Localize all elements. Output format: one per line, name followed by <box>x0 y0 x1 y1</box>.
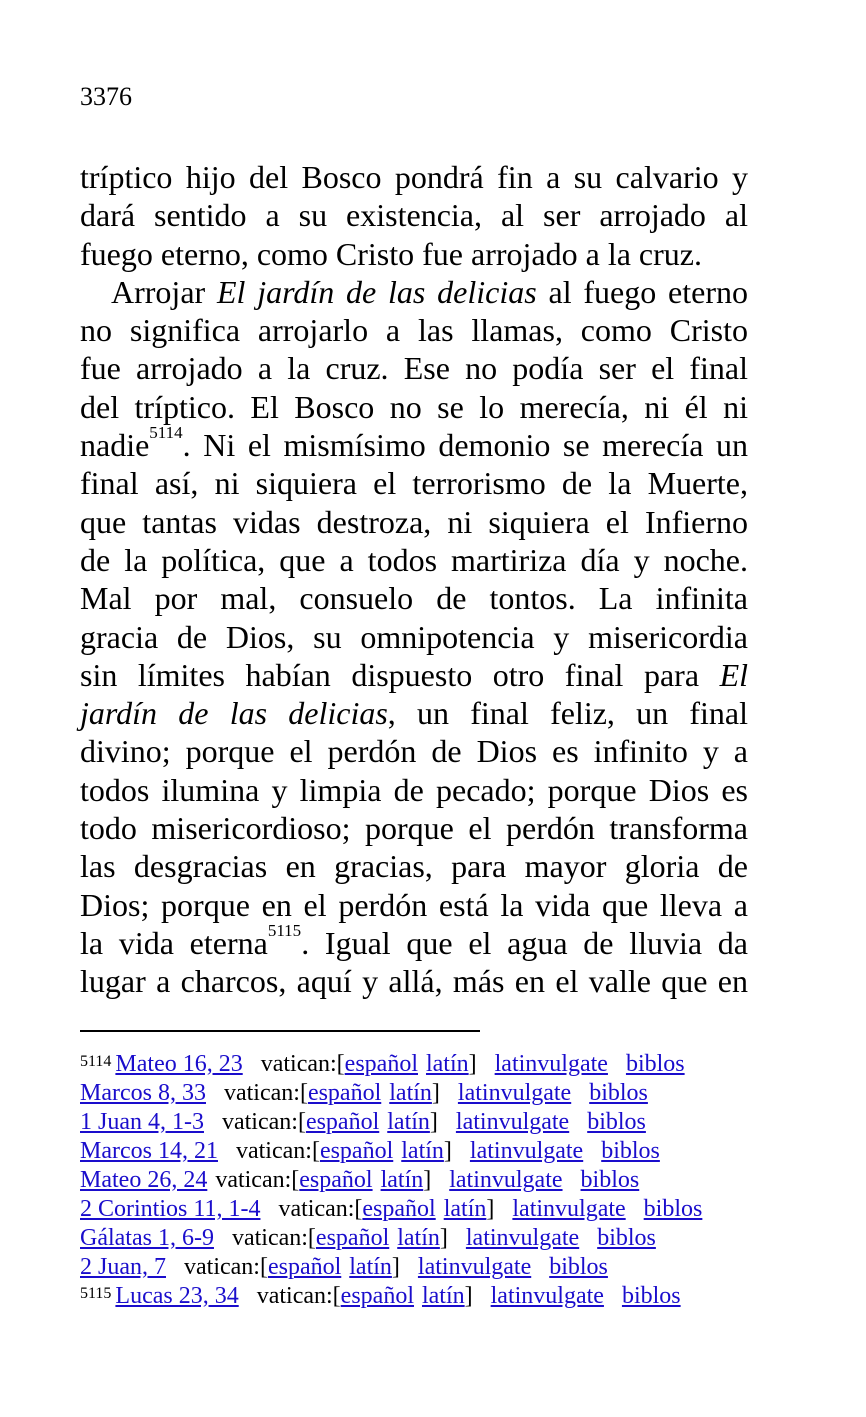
text-line: Dios; porque en el perdón está la vida que lleva a <box>80 886 748 923</box>
text-span: nadie <box>80 427 150 464</box>
page-number: 3376 <box>80 82 132 111</box>
verse-link[interactable]: 2 Corintios 11, 1-4 <box>80 1196 261 1222</box>
footnote-line <box>80 1166 780 1195</box>
latinvulgate-link[interactable]: latinvulgate <box>457 1080 572 1106</box>
text-span: , un final feliz, un final <box>387 695 748 732</box>
close-bracket: ] <box>464 1283 473 1309</box>
close-bracket: ] <box>443 1138 452 1164</box>
latinvulgate-link[interactable]: latinvulgate <box>455 1109 570 1135</box>
footnote-ref[interactable]: 5115 <box>267 920 302 940</box>
vatican-label: vatican:[ <box>231 1225 316 1251</box>
espanol-link[interactable]: español <box>307 1080 382 1106</box>
footnote-line <box>80 1108 780 1137</box>
text-line: las desgracias en gracias, para mayor gloria de <box>80 848 748 885</box>
text-line <box>80 656 748 694</box>
biblos-link[interactable]: biblos <box>587 1109 646 1135</box>
verse-link[interactable]: Gálatas 1, 6-9 <box>80 1225 214 1251</box>
text-span: sin límites habían dispuesto otro final para <box>80 656 720 693</box>
text-line: lugar a charcos, aquí y allá, más en el valle que en <box>80 963 748 1000</box>
latin-link[interactable]: latín <box>397 1225 440 1251</box>
footnote-line <box>80 1137 780 1166</box>
latin-link[interactable]: latín <box>421 1283 465 1309</box>
text-line <box>80 273 748 311</box>
latin-link[interactable]: latín <box>401 1138 444 1164</box>
latinvulgate-link[interactable]: latinvulgate <box>490 1283 604 1309</box>
text-line: del tríptico. El Bosco no se lo merecía, ni él ni <box>80 388 748 425</box>
italic-title: jardín de las delicias <box>80 695 388 732</box>
latinvulgate-link[interactable]: latinvulgate <box>469 1138 584 1164</box>
text-span: la vida eterna <box>80 924 268 961</box>
text-line: gracia de Dios, su omnipotencia y misericordia <box>80 618 748 655</box>
verse-link[interactable]: Mateo 16, 23 <box>115 1051 243 1077</box>
vatican-label: vatican:[ <box>260 1051 345 1077</box>
vatican-label: vatican:[ <box>184 1254 268 1280</box>
close-bracket: ] <box>486 1196 495 1222</box>
text-line: fuego eterno, como Cristo fue arrojado a la cruz. <box>80 235 702 272</box>
espanol-link[interactable]: español <box>305 1109 380 1135</box>
text-span: . Igual que el agua de lluvia da <box>301 924 749 961</box>
espanol-link[interactable]: español <box>362 1196 436 1222</box>
text-line <box>80 920 749 962</box>
footnote-line <box>80 1282 780 1311</box>
latinvulgate-link[interactable]: latinvulgate <box>512 1196 626 1222</box>
biblos-link[interactable]: biblos <box>589 1080 648 1106</box>
close-bracket: ] <box>391 1254 400 1280</box>
text-line: todos ilumina y limpia de pecado; porque Dios es <box>80 771 748 808</box>
text-line: tríptico hijo del Bosco pondrá fin a su calvario y <box>80 159 748 195</box>
vatican-label: vatican:[ <box>256 1283 341 1309</box>
close-bracket: ] <box>429 1109 438 1135</box>
espanol-link[interactable]: español <box>340 1283 414 1309</box>
latin-link[interactable]: latín <box>380 1167 424 1193</box>
text-line: que tantas vidas destroza, ni siquiera el Infierno <box>80 503 748 540</box>
text-line: dará sentido a su existencia, al ser arrojado al <box>80 197 748 234</box>
biblos-link[interactable]: biblos <box>643 1196 703 1222</box>
text-line <box>80 423 748 464</box>
italic-title: El jardín de las delicias <box>216 273 537 310</box>
latinvulgate-link[interactable]: latinvulgate <box>465 1225 580 1251</box>
espanol-link[interactable]: español <box>344 1051 418 1077</box>
biblos-link[interactable]: biblos <box>549 1254 608 1280</box>
close-bracket: ] <box>439 1225 448 1251</box>
vatican-label: vatican:[ <box>278 1196 363 1222</box>
text-line <box>80 694 748 732</box>
footnote-line <box>80 1224 780 1253</box>
espanol-link[interactable]: español <box>315 1225 390 1251</box>
text-line: Mal por mal, consuelo de tontos. La infinita <box>80 580 748 617</box>
footnote-line <box>80 1050 780 1079</box>
latin-link[interactable]: latín <box>443 1196 487 1222</box>
biblos-link[interactable]: biblos <box>601 1138 660 1164</box>
close-bracket: ] <box>468 1051 477 1077</box>
biblos-link[interactable]: biblos <box>597 1225 656 1251</box>
footnotes <box>80 1050 780 1311</box>
footnote-number: 5114 <box>80 1053 112 1070</box>
text-span: Arrojar <box>111 273 217 310</box>
footnote-line <box>80 1079 780 1108</box>
latinvulgate-link[interactable]: latinvulgate <box>449 1167 563 1193</box>
verse-link[interactable]: Mateo 26, 24 <box>80 1167 208 1193</box>
verse-link[interactable]: 1 Juan 4, 1-3 <box>80 1109 204 1135</box>
vatican-label: vatican:[ <box>215 1167 300 1193</box>
verse-link[interactable]: Marcos 8, 33 <box>80 1080 206 1106</box>
italic-title: El <box>719 656 748 693</box>
latinvulgate-link[interactable]: latinvulgate <box>417 1254 532 1280</box>
text-line: final así, ni siquiera el terrorismo de la Muerte, <box>80 465 748 502</box>
vatican-label: vatican:[ <box>223 1080 308 1106</box>
latin-link[interactable]: latín <box>389 1080 432 1106</box>
text-line: de la política, que a todos martiriza día y noche. <box>80 541 748 578</box>
text-span: . Ni el mismísimo demonio se merecía un <box>182 427 748 464</box>
latin-link[interactable]: latín <box>349 1254 392 1280</box>
biblos-link[interactable]: biblos <box>625 1051 685 1077</box>
text-line: no significa arrojarlo a las llamas, como Cristo <box>80 312 748 349</box>
footnote-line <box>80 1253 780 1282</box>
verse-link[interactable]: 2 Juan, 7 <box>80 1254 166 1280</box>
latinvulgate-link[interactable]: latinvulgate <box>494 1051 608 1077</box>
footnote-separator <box>80 1030 480 1032</box>
footnote-line <box>80 1195 780 1224</box>
latin-link[interactable]: latín <box>387 1109 430 1135</box>
body-text <box>80 158 748 1001</box>
text-span: al fuego eterno <box>536 273 749 310</box>
biblos-link[interactable]: biblos <box>580 1167 640 1193</box>
close-bracket: ] <box>431 1080 440 1106</box>
close-bracket: ] <box>423 1167 432 1193</box>
text-line: todo misericordioso; porque el perdón transforma <box>80 810 748 847</box>
espanol-link[interactable]: español <box>267 1254 342 1280</box>
biblos-link[interactable]: biblos <box>621 1283 681 1309</box>
espanol-link[interactable]: español <box>299 1167 373 1193</box>
verse-link[interactable]: Marcos 14, 21 <box>80 1138 218 1164</box>
vatican-label: vatican:[ <box>221 1109 306 1135</box>
footnote-number: 5115 <box>80 1285 112 1302</box>
verse-link[interactable]: Lucas 23, 34 <box>115 1283 239 1309</box>
text-line: divino; porque el perdón de Dios es infinito y a <box>80 733 748 770</box>
footnote-ref[interactable]: 5114 <box>149 423 183 443</box>
vatican-label: vatican:[ <box>235 1138 320 1164</box>
espanol-link[interactable]: español <box>319 1138 394 1164</box>
latin-link[interactable]: latín <box>425 1051 469 1077</box>
text-line: fue arrojado a la cruz. Ese no podía ser el final <box>80 350 748 387</box>
